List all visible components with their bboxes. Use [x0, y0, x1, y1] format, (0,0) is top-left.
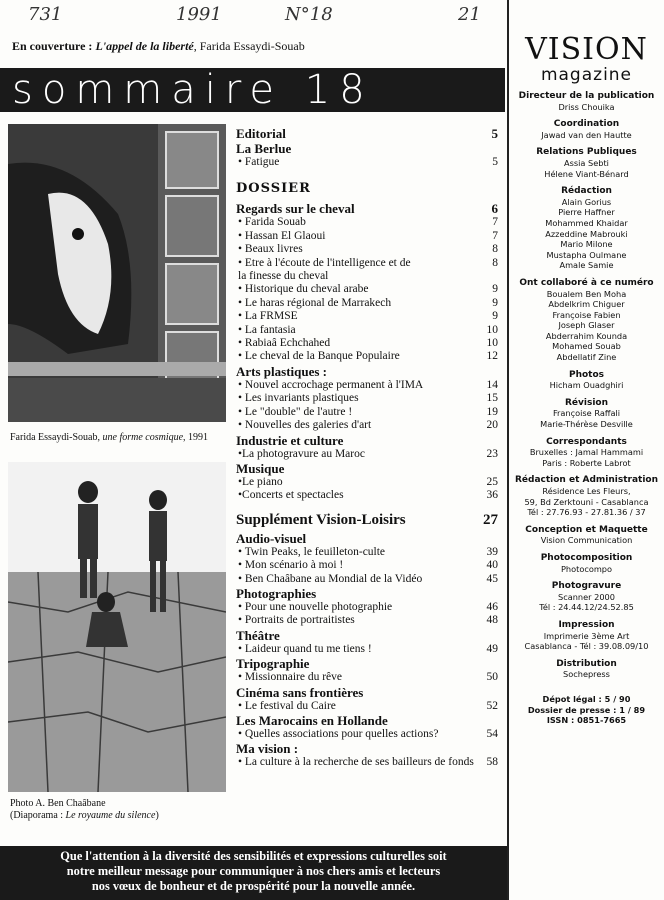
- cover-line: En couverture : L'appel de la liberté, Farida Essaydi-Souab: [12, 39, 305, 53]
- toc-page: 7: [492, 229, 498, 242]
- masthead-name: Mohammed Khaidar: [545, 217, 628, 228]
- table-of-contents: [236, 126, 498, 770]
- masthead-block: [509, 398, 664, 430]
- masthead-title: Photocomposition: [540, 552, 633, 563]
- masthead-name: Amale Samie: [559, 260, 614, 271]
- toc-entry: [236, 433, 498, 448]
- masthead-name: Azzeddine Mabrouki: [545, 228, 628, 239]
- handwritten-number: 731: [28, 4, 63, 25]
- toc-label: • Ben Chaâbane au Mondial de la Vidéo: [238, 572, 423, 585]
- masthead-title: Coordination: [553, 119, 620, 130]
- toc-label: Arts plastiques :: [236, 363, 328, 379]
- toc-entry: [236, 700, 498, 713]
- masthead-name: Françoise Fabien: [552, 309, 621, 320]
- toc-page: 58: [486, 756, 498, 769]
- toc-label: • Nouvel accrochage permanent à l'IMA: [238, 378, 424, 391]
- masthead: [507, 0, 664, 900]
- children-photo-image: [8, 462, 226, 792]
- toc-entry: [236, 461, 498, 476]
- toc-label: Editorial: [236, 126, 286, 141]
- toc-label: •La photogravure au Maroc: [238, 447, 365, 460]
- masthead-name: Jawad van den Hautte: [541, 129, 632, 140]
- toc-page: 25: [486, 475, 498, 488]
- vision-logo: VISION magazine: [525, 32, 648, 85]
- legal-line: Dossier de presse : 1 / 89: [527, 704, 646, 715]
- cover-artwork-image: [8, 124, 226, 422]
- toc-entry: [236, 283, 498, 296]
- toc-page: 10: [486, 323, 498, 336]
- masthead-name: Mario Milone: [560, 239, 613, 250]
- masthead-title: Impression: [558, 619, 615, 630]
- toc-entry: [236, 756, 498, 769]
- masthead-block: [509, 119, 664, 140]
- masthead-name: Mohamed Souab: [552, 341, 621, 352]
- toc-label: • Mon scénario à moi !: [238, 559, 344, 572]
- toc-page: 45: [486, 572, 498, 585]
- masthead-block: [509, 659, 664, 680]
- masthead-title: Photos: [568, 369, 605, 380]
- masthead-name: 59, Bd Zerktouni - Casablanca: [524, 496, 649, 507]
- masthead-name: Pierre Haffner: [558, 207, 615, 218]
- toc-page: 52: [486, 699, 498, 712]
- cover-artwork-caption: Farida Essaydi-Souab, une forme cosmique, 1991: [10, 432, 209, 443]
- toc-label: • Laideur quand tu me tiens !: [238, 642, 372, 655]
- footer-line: notre meilleur message pour communiquer à nos chers amis et lecteurs: [66, 864, 441, 878]
- toc-label: • Nouvelles des galeries d'art: [238, 419, 372, 432]
- toc-page: 9: [492, 283, 498, 296]
- masthead-name: Abdellatif Zine: [556, 352, 617, 363]
- masthead-name: Driss Chouika: [558, 101, 615, 112]
- masthead-name: Paris : Roberte Labrot: [542, 457, 631, 468]
- masthead-name: Abderrahim Kounda: [545, 330, 628, 341]
- handwritten-page: 21: [458, 4, 481, 25]
- toc-label: • Rabiaâ Echchahed: [238, 337, 331, 350]
- toc-label: • Le cheval de la Banque Populaire: [238, 350, 400, 363]
- masthead-block: [509, 186, 664, 271]
- toc-label: • Le haras régional de Marrakech: [238, 296, 392, 309]
- masthead-name: Bruxelles : Jamal Hammami: [529, 447, 644, 458]
- toc-page: 23: [486, 447, 498, 460]
- banner-title: sommaire 18: [0, 68, 505, 112]
- toc-label: • Le festival du Caire: [238, 699, 336, 712]
- toc-label: • Portraits de portraitistes: [238, 614, 355, 627]
- toc-label: • La fantasia: [238, 323, 296, 336]
- toc-entry: [236, 270, 498, 283]
- toc-entry: [236, 448, 498, 461]
- masthead-title: Rédaction et Administration: [514, 475, 659, 486]
- toc-label: • Etre à l'écoute de l'intelligence et de: [238, 256, 411, 269]
- masthead-title: Distribution: [556, 658, 617, 669]
- toc-entry: [236, 406, 498, 419]
- masthead-name: Hélene Viant-Bénard: [544, 168, 629, 179]
- toc-label: Photographies: [236, 585, 317, 601]
- toc-entry: [236, 257, 498, 270]
- toc-page: 8: [492, 256, 498, 269]
- toc-entry: [236, 243, 498, 256]
- toc-page: 5: [492, 156, 498, 168]
- toc-page: 7: [492, 216, 498, 229]
- toc-page: 9: [492, 296, 498, 309]
- toc-entry: [236, 310, 498, 323]
- masthead-title: Révision: [564, 397, 609, 408]
- toc-label: DOSSIER: [236, 181, 311, 197]
- toc-label: • Twin Peaks, le feuilleton-culte: [238, 545, 386, 558]
- masthead-name: Marie-Thérèse Desville: [540, 419, 633, 430]
- masthead-block: [509, 147, 664, 179]
- footer-line: Que l'attention à la diversité des sensibilités et expressions culturelles soit: [60, 849, 447, 863]
- toc-entry: [236, 156, 498, 169]
- masthead-name: Joseph Glaser: [558, 320, 615, 331]
- toc-label: Tripographie: [236, 656, 310, 672]
- masthead-title: Directeur de la publication: [518, 91, 655, 101]
- toc-entry: [236, 337, 498, 350]
- toc-entry: [236, 546, 498, 559]
- legal-info: [509, 694, 664, 726]
- toc-label: la finesse du cheval: [238, 270, 329, 283]
- masthead-name: Tél : 24.44.12/24.52.85: [539, 602, 634, 613]
- toc-page: 54: [486, 727, 498, 740]
- toc-label: • La FRMSE: [238, 310, 298, 323]
- toc-label: Supplément Vision-Loisirs: [236, 511, 406, 528]
- toc-entry: [236, 230, 498, 243]
- toc-page: 46: [486, 600, 498, 613]
- masthead-name: Boualem Ben Moha: [546, 288, 627, 299]
- toc-label: •Le piano: [238, 475, 283, 488]
- toc-entry: [236, 586, 498, 601]
- toc-label: • Historique du cheval arabe: [238, 283, 369, 296]
- toc-label: Cinéma sans frontières: [236, 684, 364, 700]
- toc-entry: [236, 179, 498, 199]
- toc-page: 5: [491, 126, 498, 141]
- toc-entry: [236, 643, 498, 656]
- toc-page: 10: [486, 337, 498, 350]
- toc-page: 15: [486, 392, 498, 405]
- toc-label: • Fatigue: [238, 156, 280, 168]
- toc-entry: [236, 392, 498, 405]
- toc-label: • Hassan El Glaoui: [238, 229, 326, 242]
- toc-entry: [236, 656, 498, 671]
- toc-page: 39: [486, 545, 498, 558]
- masthead-title: Correspondants: [546, 436, 627, 447]
- masthead-name: Mustapha Oulmane: [546, 249, 627, 260]
- toc-label: Les Marocains en Hollande: [236, 712, 388, 728]
- footer-line: nos vœux de bonheur et de prospérité pour la nouvelle année.: [91, 879, 416, 893]
- footer-message: [0, 846, 507, 900]
- toc-page: 49: [486, 642, 498, 655]
- toc-page: 36: [486, 489, 498, 502]
- toc-entry: [236, 364, 498, 379]
- masthead-title: Conception et Maquette: [525, 524, 648, 535]
- toc-label: • Pour une nouvelle photographie: [238, 600, 393, 613]
- masthead-block: [509, 553, 664, 574]
- toc-entry: [236, 201, 498, 216]
- toc-entry: [236, 216, 498, 229]
- toc-entry: [236, 728, 498, 741]
- masthead-block: [509, 278, 664, 363]
- masthead-title: Photogravure: [551, 581, 622, 592]
- masthead-name: Photocompo: [560, 563, 613, 574]
- toc-page: 14: [486, 378, 498, 391]
- toc-entry: [236, 614, 498, 627]
- masthead-block: [509, 475, 664, 517]
- toc-page: 8: [492, 243, 498, 256]
- toc-entry: [236, 601, 498, 614]
- toc-entry: [236, 476, 498, 489]
- toc-entry: [236, 531, 498, 546]
- toc-page: 12: [486, 350, 498, 363]
- toc-page: 48: [486, 614, 498, 627]
- toc-entry: [236, 685, 498, 700]
- masthead-credits: [509, 91, 664, 680]
- toc-label: • Le "double" de l'autre !: [238, 405, 353, 418]
- toc-label: La Berlue: [236, 141, 292, 156]
- masthead-block: [509, 525, 664, 546]
- toc-entry: [236, 489, 498, 502]
- masthead-name: Alain Gorius: [561, 196, 612, 207]
- legal-line: ISSN : 0851-7665: [546, 715, 627, 726]
- toc-label: Audio-visuel: [236, 530, 307, 546]
- toc-page: 40: [486, 559, 498, 572]
- toc-entry: [236, 297, 498, 310]
- toc-label: •Concerts et spectacles: [238, 489, 344, 502]
- toc-label: • Quelles associations pour quelles actions?: [238, 727, 439, 740]
- toc-entry: [236, 324, 498, 337]
- masthead-name: Abdelkrim Chiguer: [548, 299, 625, 310]
- toc-entry: [236, 419, 498, 432]
- toc-label: Ma vision :: [236, 741, 299, 757]
- masthead-name: Françoise Raffali: [552, 408, 621, 419]
- masthead-block: [509, 581, 664, 613]
- toc-entry: [236, 713, 498, 728]
- toc-entry: [236, 671, 498, 684]
- toc-entry: [236, 141, 498, 156]
- masthead-block: [509, 91, 664, 112]
- toc-label: Théâtre: [236, 627, 280, 643]
- toc-label: • Farida Souab: [238, 216, 306, 229]
- toc-page: 9: [492, 310, 498, 323]
- handwritten-year: 1991: [176, 4, 222, 25]
- toc-label: Musique: [236, 460, 285, 476]
- toc-page: 50: [486, 671, 498, 684]
- toc-label: • Missionnaire du rêve: [238, 671, 342, 684]
- masthead-title: Relations Publiques: [536, 147, 637, 158]
- toc-entry: [236, 350, 498, 363]
- toc-page: 20: [486, 419, 498, 432]
- toc-page: 19: [486, 405, 498, 418]
- toc-entry: [236, 126, 498, 141]
- masthead-name: Casablanca - Tél : 39.08.09/10: [524, 641, 649, 652]
- masthead-name: Imprimerie 3ème Art: [543, 630, 630, 641]
- toc-entry: [236, 379, 498, 392]
- masthead-title: Rédaction: [561, 186, 612, 197]
- children-photo-caption: Photo A. Ben Chaâbane (Diaporama : Le royaume du silence): [10, 798, 159, 821]
- toc-page: 27: [483, 511, 498, 528]
- legal-line: Dépot légal : 5 / 90: [542, 693, 631, 704]
- toc-entry: [236, 741, 498, 756]
- masthead-name: Hicham Ouadghiri: [549, 380, 624, 391]
- masthead-name: Tél : 27.76.93 - 27.81.36 / 37: [527, 507, 646, 518]
- toc-label: • Beaux livres: [238, 243, 303, 256]
- masthead-name: Assia Sebti: [564, 157, 609, 168]
- masthead-block: [509, 370, 664, 391]
- masthead-name: Vision Communication: [540, 535, 633, 546]
- masthead-block: [509, 620, 664, 652]
- toc-entry: [236, 509, 498, 531]
- toc-label: Industrie et culture: [236, 432, 344, 448]
- masthead-block: [509, 437, 664, 469]
- toc-label: • La culture à la recherche de ses bailleurs de fonds: [238, 756, 474, 769]
- toc-label: Regards sur le cheval: [236, 201, 355, 217]
- toc-entry: [236, 559, 498, 572]
- masthead-name: Scanner 2000: [558, 591, 615, 602]
- handwritten-issue: N°18: [285, 4, 333, 25]
- masthead-title: Ont collaboré à ce numéro: [519, 277, 654, 288]
- toc-page: 6: [491, 201, 498, 217]
- masthead-name: Résidence Les Fleurs,: [542, 486, 631, 496]
- toc-entry: [236, 573, 498, 586]
- toc-label: • Les invariants plastiques: [238, 392, 359, 405]
- masthead-name: Sochepress: [563, 669, 610, 680]
- toc-entry: [236, 628, 498, 643]
